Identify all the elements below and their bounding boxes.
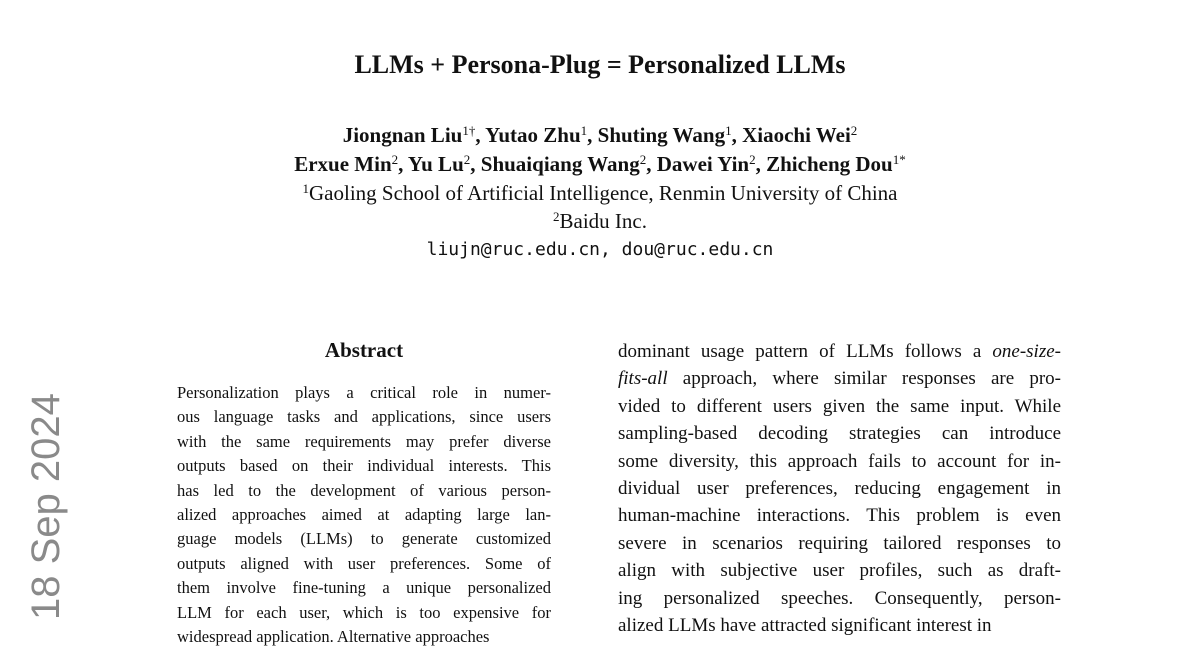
body-line xyxy=(618,475,1061,502)
author-separator: , xyxy=(475,123,486,147)
author-name: Xiaochi Wei xyxy=(742,123,851,147)
author-affiliation-marker: 2 xyxy=(749,151,756,167)
body-line xyxy=(618,448,1061,475)
emphasis-text: fits-all xyxy=(618,368,668,390)
body-line xyxy=(618,585,1061,612)
body-text-segment: human-machine interactions. This problem is even xyxy=(618,505,1061,527)
affiliation-1 xyxy=(0,179,1200,207)
author-affiliation-marker: 1* xyxy=(892,151,906,167)
body-text-segment: alized LLMs have attracted significant interest in xyxy=(618,615,992,637)
body-text-segment: severe in scenarios requiring tailored responses to xyxy=(618,532,1061,554)
body-line xyxy=(618,557,1061,584)
author-line-1 xyxy=(0,121,1200,150)
author-separator: , xyxy=(755,152,767,176)
abstract-heading: Abstract xyxy=(324,338,404,362)
author-list xyxy=(0,121,1200,179)
author-name: Dawei Yin xyxy=(656,152,750,176)
author xyxy=(408,152,481,176)
author-name: Jiongnan Liu xyxy=(342,123,463,147)
abstract-line: them involve fine-tuning a unique personalized xyxy=(177,578,551,598)
arxiv-sidebar-date: 18 Sep 2024 xyxy=(24,393,68,620)
author-line-2 xyxy=(0,150,1200,179)
body-text-segment: ing personalized speeches. Consequently, person- xyxy=(618,587,1061,609)
paper-title: LLMs + Persona-Plug = Personalized LLMs xyxy=(354,50,846,79)
author xyxy=(657,152,766,176)
author xyxy=(766,152,906,176)
body-text-segment: dividual user preferences, reducing engagement in xyxy=(618,478,1061,500)
affiliation-2-text: Baidu Inc. xyxy=(559,209,647,233)
author-emails: liujn@ruc.edu.cn, dou@ruc.edu.cn xyxy=(426,239,774,260)
abstract-line: with the same requirements may prefer diverse xyxy=(177,431,551,451)
author xyxy=(485,123,598,147)
author-name: Yu Lu xyxy=(407,152,464,176)
author-name: Zhicheng Dou xyxy=(766,152,893,176)
abstract-line: outputs based on their individual interests. This xyxy=(177,456,551,476)
abstract-line: guage models (LLMs) to generate customized xyxy=(177,529,551,549)
author-affiliation-marker: 1 xyxy=(725,122,732,138)
body-line xyxy=(618,338,1061,365)
body-line xyxy=(618,612,1061,639)
abstract-line: Personalization plays a critical role in numer- xyxy=(177,383,551,402)
author-separator: , xyxy=(646,152,657,176)
author-affiliation-marker: 2 xyxy=(391,151,399,167)
affiliation-1-text: Gaoling School of Artificial Intelligence, Renmin University of China xyxy=(309,181,898,205)
author-separator: , xyxy=(587,123,598,147)
abstract-line: has led to the development of various person- xyxy=(177,480,551,500)
author-affiliation-marker: 2 xyxy=(463,151,471,167)
author-separator: , xyxy=(731,123,743,147)
author-separator: , xyxy=(398,152,408,176)
body-text-segment: align with subjective user profiles, such as draft- xyxy=(618,560,1061,582)
author-name: Yutao Zhu xyxy=(485,123,581,147)
affiliation-2 xyxy=(0,207,1200,235)
abstract-line: LLM for each user, which is too expensive for xyxy=(177,602,551,622)
author-name: Erxue Min xyxy=(294,152,392,176)
body-line xyxy=(618,393,1061,420)
author-affiliation-marker: 1 xyxy=(580,122,588,138)
body-text-segment: approach, where similar responses are pro- xyxy=(667,368,1061,390)
author-name: Shuting Wang xyxy=(597,123,726,147)
abstract-line: outputs aligned with user preferences. Some of xyxy=(177,553,551,573)
abstract-body xyxy=(177,381,551,649)
author-name: Shuaiqiang Wang xyxy=(480,152,640,176)
body-text-segment: vided to different users given the same input. While xyxy=(618,395,1061,417)
author xyxy=(481,152,657,176)
body-line xyxy=(618,365,1061,392)
author xyxy=(598,123,742,147)
right-column-text xyxy=(618,338,1061,639)
body-line xyxy=(618,420,1061,447)
author-affiliation-marker: 2 xyxy=(850,122,858,138)
author xyxy=(294,152,408,176)
author xyxy=(742,123,857,147)
abstract-line: widespread application. Alternative approaches xyxy=(177,627,490,647)
body-line xyxy=(618,530,1061,557)
abstract-line: ous language tasks and applications, since users xyxy=(177,407,551,427)
affiliation-2-marker: 2 xyxy=(553,208,560,224)
abstract-line: alized approaches aimed at adapting large lan- xyxy=(177,505,551,525)
author xyxy=(343,123,485,147)
author-affiliation-marker: 2 xyxy=(639,151,647,167)
body-text-segment: dominant usage pattern of LLMs follows a xyxy=(618,341,993,362)
body-text-segment: some diversity, this approach fails to account for in- xyxy=(618,450,1061,472)
body-text-segment: sampling-based decoding strategies can introduce xyxy=(618,423,1061,445)
affiliation-1-marker: 1 xyxy=(302,180,310,196)
emphasis-text: one-size- xyxy=(992,341,1061,362)
body-line xyxy=(618,502,1061,529)
author-affiliation-marker: 1† xyxy=(462,122,476,138)
author-separator: , xyxy=(470,152,481,176)
